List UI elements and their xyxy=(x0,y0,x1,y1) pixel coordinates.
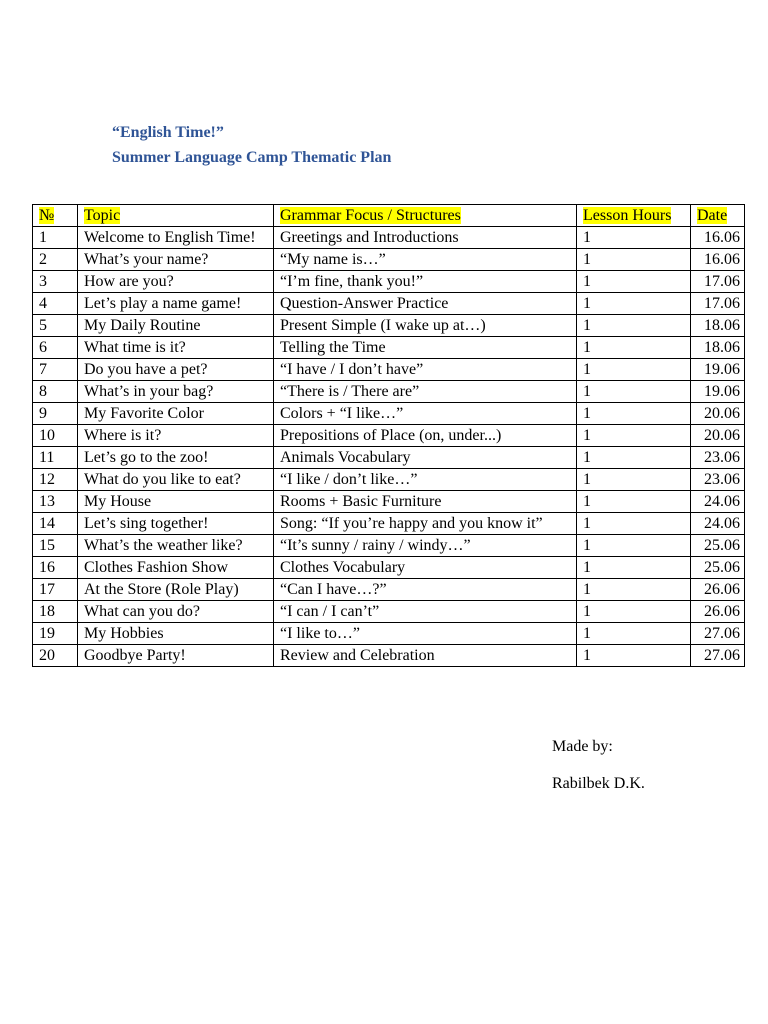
cell-topic: At the Store (Role Play) xyxy=(78,579,274,601)
cell-date: 19.06 xyxy=(691,359,745,381)
table-row xyxy=(33,337,745,359)
thematic-plan-table xyxy=(32,204,745,667)
made-by-label: Made by: xyxy=(552,738,613,755)
cell-hours: 1 xyxy=(577,601,691,623)
cell-number: 6 xyxy=(33,337,78,359)
cell-hours: 1 xyxy=(577,271,691,293)
cell-grammar: “I’m fine, thank you!” xyxy=(274,271,577,293)
cell-date: 26.06 xyxy=(691,579,745,601)
cell-hours: 1 xyxy=(577,535,691,557)
cell-date: 24.06 xyxy=(691,491,745,513)
document-subtitle: Summer Language Camp Thematic Plan xyxy=(112,149,392,166)
column-header-label: Grammar Focus / Structures xyxy=(280,207,461,224)
cell-topic: What’s your name? xyxy=(78,249,274,271)
cell-number: 15 xyxy=(33,535,78,557)
cell-grammar: “Can I have…?” xyxy=(274,579,577,601)
cell-date: 25.06 xyxy=(691,557,745,579)
cell-date: 18.06 xyxy=(691,315,745,337)
table-row xyxy=(33,425,745,447)
cell-topic: Clothes Fashion Show xyxy=(78,557,274,579)
table-row xyxy=(33,601,745,623)
cell-hours: 1 xyxy=(577,293,691,315)
cell-number: 1 xyxy=(33,227,78,249)
cell-grammar: Review and Celebration xyxy=(274,645,577,667)
cell-grammar: Greetings and Introductions xyxy=(274,227,577,249)
cell-number: 9 xyxy=(33,403,78,425)
cell-topic: Welcome to English Time! xyxy=(78,227,274,249)
cell-date: 16.06 xyxy=(691,227,745,249)
cell-grammar: “My name is…” xyxy=(274,249,577,271)
cell-topic: What’s the weather like? xyxy=(78,535,274,557)
cell-grammar: Question-Answer Practice xyxy=(274,293,577,315)
cell-grammar: Animals Vocabulary xyxy=(274,447,577,469)
cell-topic: Where is it? xyxy=(78,425,274,447)
cell-date: 19.06 xyxy=(691,381,745,403)
cell-number: 4 xyxy=(33,293,78,315)
cell-hours: 1 xyxy=(577,249,691,271)
table-row xyxy=(33,403,745,425)
table-row xyxy=(33,491,745,513)
cell-hours: 1 xyxy=(577,623,691,645)
cell-topic: Let’s play a name game! xyxy=(78,293,274,315)
cell-topic: How are you? xyxy=(78,271,274,293)
cell-date: 25.06 xyxy=(691,535,745,557)
cell-hours: 1 xyxy=(577,579,691,601)
table-row xyxy=(33,513,745,535)
cell-number: 16 xyxy=(33,557,78,579)
table-row xyxy=(33,535,745,557)
cell-topic: Let’s sing together! xyxy=(78,513,274,535)
cell-grammar: Rooms + Basic Furniture xyxy=(274,491,577,513)
cell-number: 3 xyxy=(33,271,78,293)
column-header-label: Topic xyxy=(84,207,121,224)
cell-hours: 1 xyxy=(577,425,691,447)
cell-hours: 1 xyxy=(577,491,691,513)
cell-number: 14 xyxy=(33,513,78,535)
table-row xyxy=(33,645,745,667)
cell-topic: Do you have a pet? xyxy=(78,359,274,381)
column-header-label: № xyxy=(39,207,55,224)
cell-number: 13 xyxy=(33,491,78,513)
cell-topic: My Daily Routine xyxy=(78,315,274,337)
table-row xyxy=(33,557,745,579)
cell-date: 16.06 xyxy=(691,249,745,271)
cell-hours: 1 xyxy=(577,337,691,359)
cell-grammar: “I have / I don’t have” xyxy=(274,359,577,381)
cell-date: 17.06 xyxy=(691,271,745,293)
cell-date: 20.06 xyxy=(691,403,745,425)
cell-number: 11 xyxy=(33,447,78,469)
column-header-label: Date xyxy=(697,207,728,224)
cell-date: 24.06 xyxy=(691,513,745,535)
cell-number: 12 xyxy=(33,469,78,491)
cell-date: 17.06 xyxy=(691,293,745,315)
cell-hours: 1 xyxy=(577,359,691,381)
table-row xyxy=(33,271,745,293)
document-title: “English Time!” xyxy=(112,124,224,141)
cell-grammar: “I like to…” xyxy=(274,623,577,645)
table-row xyxy=(33,381,745,403)
cell-number: 17 xyxy=(33,579,78,601)
table-row xyxy=(33,227,745,249)
table-header-row xyxy=(33,205,745,227)
cell-topic: Goodbye Party! xyxy=(78,645,274,667)
cell-date: 23.06 xyxy=(691,469,745,491)
table-row xyxy=(33,623,745,645)
cell-hours: 1 xyxy=(577,513,691,535)
cell-date: 23.06 xyxy=(691,447,745,469)
column-header-hours xyxy=(577,205,691,227)
cell-number: 8 xyxy=(33,381,78,403)
cell-date: 26.06 xyxy=(691,601,745,623)
cell-date: 27.06 xyxy=(691,623,745,645)
column-header-topic xyxy=(78,205,274,227)
cell-topic: My House xyxy=(78,491,274,513)
table-row xyxy=(33,249,745,271)
cell-number: 10 xyxy=(33,425,78,447)
cell-topic: My Hobbies xyxy=(78,623,274,645)
table-body xyxy=(33,227,745,667)
column-header-label: Lesson Hours xyxy=(583,207,672,224)
cell-hours: 1 xyxy=(577,403,691,425)
cell-number: 2 xyxy=(33,249,78,271)
cell-hours: 1 xyxy=(577,469,691,491)
cell-date: 20.06 xyxy=(691,425,745,447)
cell-topic: What time is it? xyxy=(78,337,274,359)
table-row xyxy=(33,579,745,601)
table-row xyxy=(33,315,745,337)
cell-topic: What’s in your bag? xyxy=(78,381,274,403)
cell-grammar: Clothes Vocabulary xyxy=(274,557,577,579)
cell-grammar: Present Simple (I wake up at…) xyxy=(274,315,577,337)
cell-hours: 1 xyxy=(577,447,691,469)
cell-grammar: “I can / I can’t” xyxy=(274,601,577,623)
cell-grammar: Telling the Time xyxy=(274,337,577,359)
cell-grammar: Prepositions of Place (on, under...) xyxy=(274,425,577,447)
cell-date: 18.06 xyxy=(691,337,745,359)
cell-grammar: Song: “If you’re happy and you know it” xyxy=(274,513,577,535)
column-header-date xyxy=(691,205,745,227)
cell-grammar: “There is / There are” xyxy=(274,381,577,403)
column-header-grammar xyxy=(274,205,577,227)
cell-number: 19 xyxy=(33,623,78,645)
table-row xyxy=(33,469,745,491)
cell-number: 5 xyxy=(33,315,78,337)
cell-hours: 1 xyxy=(577,381,691,403)
table-row xyxy=(33,293,745,315)
cell-hours: 1 xyxy=(577,557,691,579)
cell-grammar: “I like / don’t like…” xyxy=(274,469,577,491)
table-row xyxy=(33,359,745,381)
cell-topic: Let’s go to the zoo! xyxy=(78,447,274,469)
cell-number: 7 xyxy=(33,359,78,381)
cell-topic: What do you like to eat? xyxy=(78,469,274,491)
cell-topic: My Favorite Color xyxy=(78,403,274,425)
cell-number: 18 xyxy=(33,601,78,623)
column-header-number xyxy=(33,205,78,227)
cell-topic: What can you do? xyxy=(78,601,274,623)
author-name: Rabilbek D.K. xyxy=(552,775,645,792)
cell-date: 27.06 xyxy=(691,645,745,667)
cell-number: 20 xyxy=(33,645,78,667)
cell-grammar: “It’s sunny / rainy / windy…” xyxy=(274,535,577,557)
cell-grammar: Colors + “I like…” xyxy=(274,403,577,425)
cell-hours: 1 xyxy=(577,227,691,249)
cell-hours: 1 xyxy=(577,645,691,667)
table-row xyxy=(33,447,745,469)
cell-hours: 1 xyxy=(577,315,691,337)
